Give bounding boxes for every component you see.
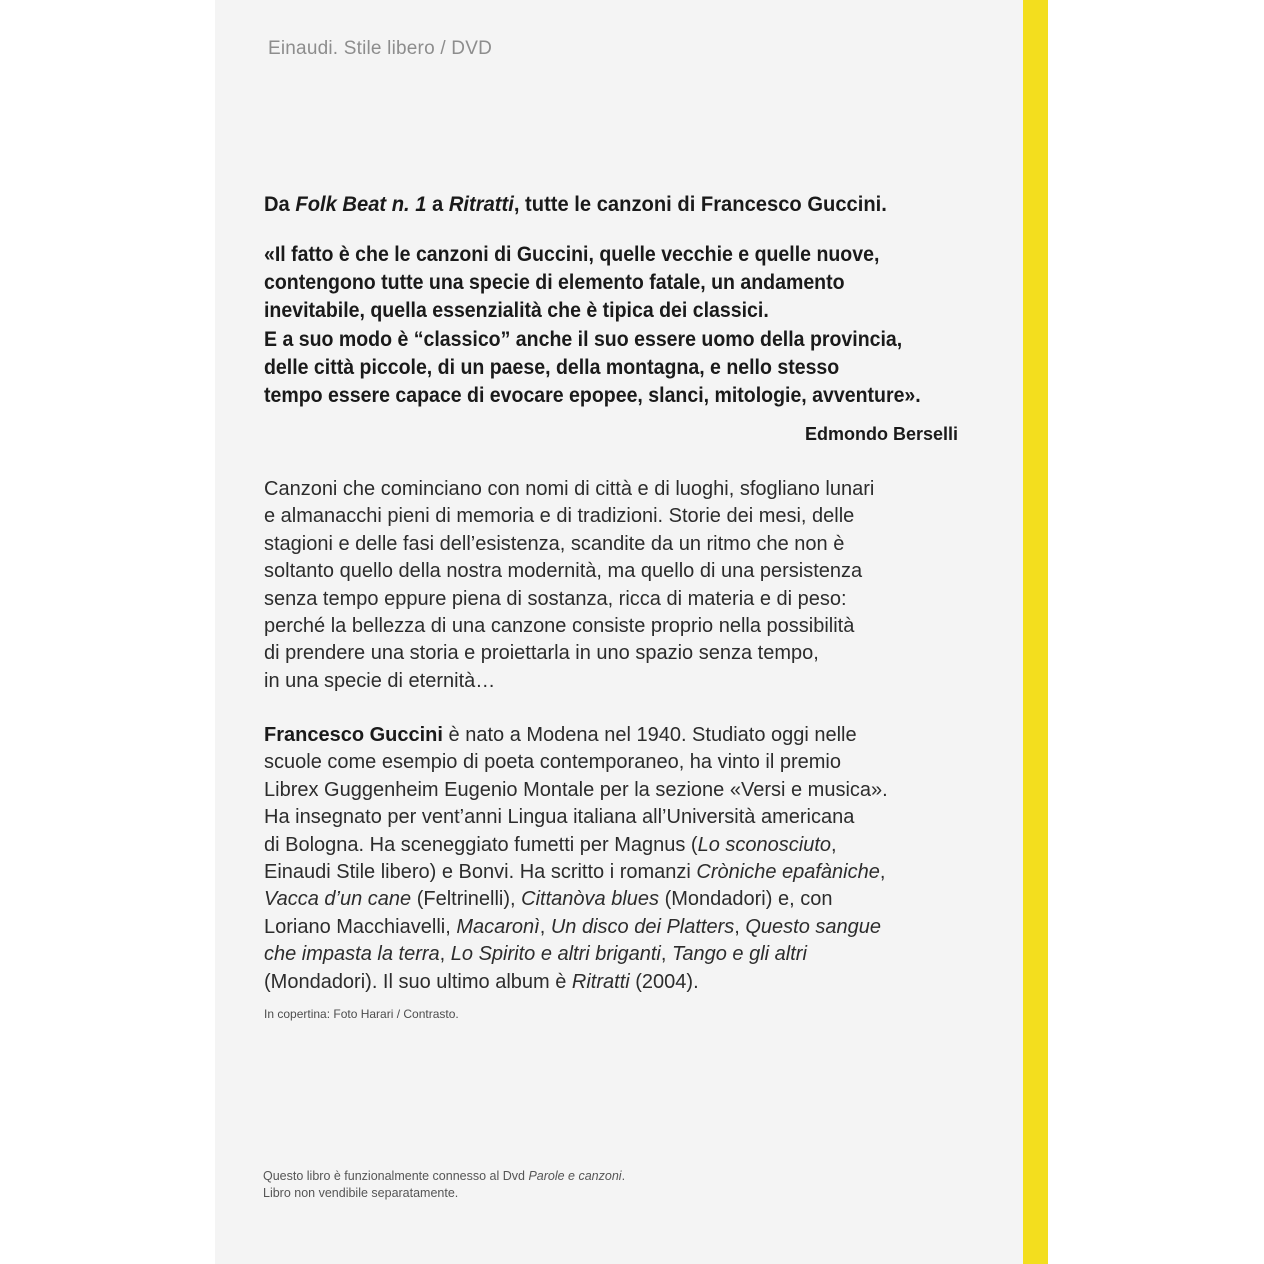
bio-line [264, 832, 964, 859]
quote-line: contengono tutte una specie di elemento fatale, un andamento [264, 271, 845, 295]
bio-text: Loriano Macchiavelli, [264, 915, 457, 938]
headline-title-ritratti: Ritratti [448, 193, 514, 216]
bio-text: , [439, 943, 451, 966]
quote-author: Edmondo Berselli [804, 424, 958, 444]
bio-name: Francesco Guccini [264, 724, 443, 746]
bio-line [264, 969, 964, 996]
bio-text: , [879, 861, 886, 884]
bio-text: , [831, 833, 837, 856]
bio-title: Questo sangue [745, 915, 882, 938]
bio-text: (Mondadori). Il suo ultimo album è [264, 970, 572, 993]
footer-line: Libro non vendibile separatamente. [263, 1186, 459, 1200]
bio-title: che impasta la terra [264, 943, 440, 966]
footer-line [263, 1168, 625, 1185]
bio-line: Librex Guggenheim Eugenio Montale per la sezione «Versi e musica». [264, 778, 888, 801]
bio-text: di Bologna. Ha sceneggiato fumetti per Magnus ( [264, 833, 698, 856]
bio-line [264, 859, 964, 886]
bio-text: (Mondadori) e, con [659, 888, 833, 911]
blurb-line: Canzoni che cominciano con nomi di città e di luoghi, sfogliano lunari [264, 478, 875, 500]
bio-text: è nato a Modena nel 1940. Studiato oggi nelle [442, 724, 857, 746]
bio-title: Lo Spirito e altri briganti [450, 943, 661, 966]
bio-line [264, 941, 964, 968]
headline-title-folk-beat: Folk Beat n. 1 [295, 193, 427, 216]
blurb-line: di prendere una storia e proiettarla in uno spazio senza tempo, [264, 642, 819, 665]
headline [264, 193, 936, 217]
bio-title: Lo sconosciuto [697, 833, 832, 856]
bio-text: Einaudi Stile libero) e Bonvi. Ha scritto i romanzi [264, 861, 697, 884]
blurb-line: soltanto quello della nostra modernità, ma quello di una persistenza [264, 560, 863, 583]
footer-note [263, 1168, 625, 1202]
bio-text: , [539, 915, 551, 938]
cover-credit: In copertina: Foto Harari / Contrasto. [264, 1007, 459, 1021]
quote-line: tempo essere capace di evocare epopee, slanci, mitologie, avventure». [264, 384, 921, 408]
quote-line: E a suo modo è “classico” anche il suo essere uomo della provincia, [264, 327, 903, 351]
blurb-line: in una specie di eternità… [264, 669, 496, 692]
author-bio [264, 722, 964, 996]
bio-title: Un disco dei Platters [550, 915, 735, 938]
bio-text: (Feltrinelli), [411, 888, 522, 911]
bio-line [264, 886, 964, 913]
bio-title: Cittanòva blues [521, 888, 660, 911]
blurb [264, 476, 964, 695]
bio-line [264, 722, 964, 749]
bio-line: scuole come esempio di poeta contemporaneo, ha vinto il premio [264, 751, 841, 774]
bio-text: , [734, 915, 746, 938]
quote [264, 241, 921, 410]
blurb-line: stagioni e delle fasi dell’esistenza, scandite da un ritmo che non è [264, 532, 845, 555]
bio-title: Vacca d’un cane [264, 888, 412, 911]
bio-line: Ha insegnato per vent’anni Lingua italiana all’Università americana [264, 806, 855, 829]
bio-text: (2004). [629, 970, 699, 993]
bio-title: Macaronì [456, 915, 540, 938]
blurb-line: senza tempo eppure piena di sostanza, ricca di materia e di peso: [264, 587, 847, 610]
yellow-spine-strip [1023, 0, 1048, 1264]
headline-post: , tutte le canzoni di Francesco Guccini. [513, 193, 887, 216]
bio-title: Ritratti [571, 970, 630, 993]
bio-line [264, 914, 964, 941]
quote-line: inevitabile, quella essenzialità che è tipica dei classici. [264, 299, 769, 323]
bio-title: Tango e gli altri [672, 943, 807, 966]
quote-line: «Il fatto è che le canzoni di Guccini, quelle vecchie e quelle nuove, [264, 243, 880, 266]
footer-dvd-title: Parole e canzoni [528, 1169, 622, 1183]
footer-text: . [621, 1169, 626, 1183]
quote-line: delle città piccole, di un paese, della montagna, e nello stesso [264, 355, 840, 379]
bio-text: , [660, 943, 672, 966]
blurb-line: e almanacchi pieni di memoria e di tradizioni. Storie dei mesi, delle [264, 505, 855, 528]
footer-text: Questo libro è funzionalmente connesso al Dvd [263, 1169, 529, 1183]
bio-title: Cròniche epafàniche [696, 861, 880, 884]
blurb-line: perché la bellezza di una canzone consiste proprio nella possibilità [264, 615, 855, 638]
series-label: Einaudi. Stile libero / DVD [268, 38, 493, 59]
headline-mid: a [426, 193, 449, 216]
headline-pre: Da [264, 193, 296, 216]
